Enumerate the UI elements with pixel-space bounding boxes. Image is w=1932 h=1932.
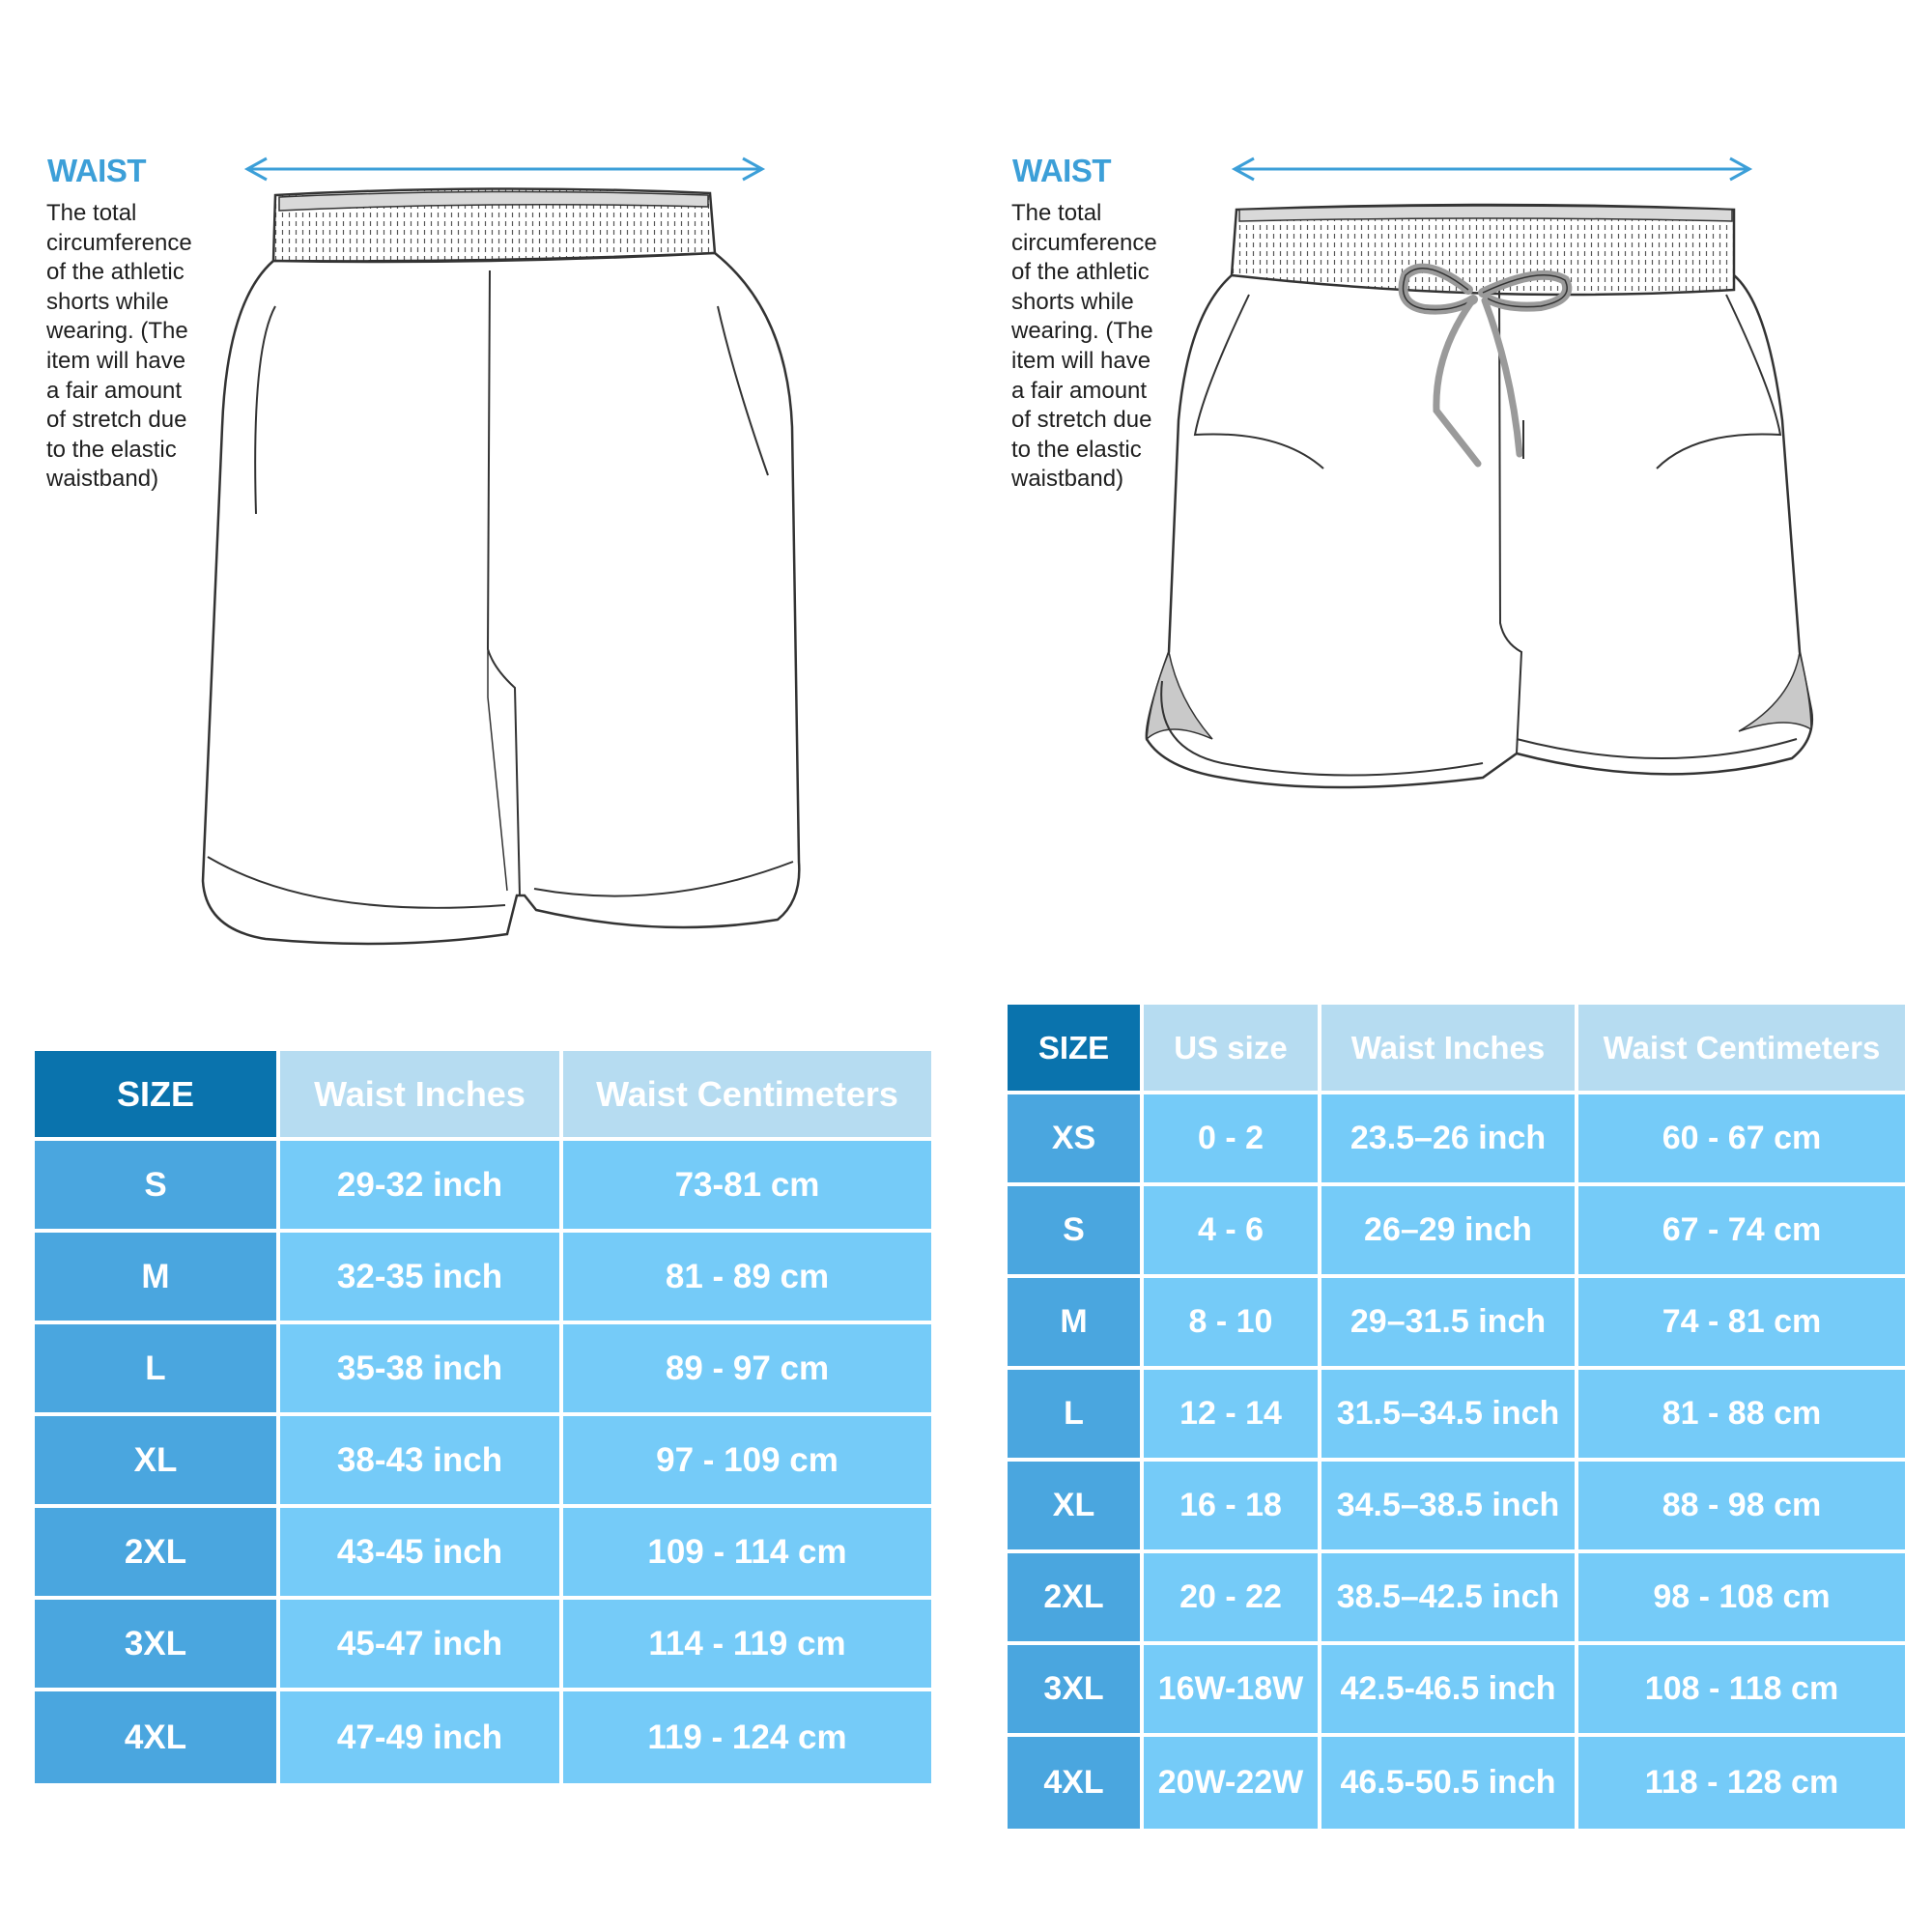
waist-centimeters-cell: 60 - 67 cm [1578,1094,1905,1186]
size-cell: M [35,1233,280,1324]
description-line: The total [46,200,137,226]
size-cell: XS [1008,1094,1144,1186]
size-cell: 3XL [1008,1645,1144,1737]
table-row [35,1324,931,1416]
waist-centimeters-cell: 81 - 89 cm [563,1233,931,1324]
waist-centimeters-cell: 81 - 88 cm [1578,1370,1905,1462]
size-cell: S [1008,1186,1144,1278]
size-cell: XL [35,1416,280,1508]
description-line: The total [1011,200,1102,226]
description-line: to the elastic [1011,436,1142,463]
column-header-us-size: US size [1144,1005,1321,1094]
description-line: circumference [46,229,192,256]
long-shorts-illustration [198,185,816,956]
table-row [35,1508,931,1600]
waist-inches-cell: 31.5–34.5 inch [1321,1370,1578,1462]
waist-centimeters-cell: 119 - 124 cm [563,1691,931,1783]
waist-centimeters-cell: 109 - 114 cm [563,1508,931,1600]
waist-centimeters-cell: 67 - 74 cm [1578,1186,1905,1278]
table-row [35,1691,931,1783]
waist-inches-cell: 29–31.5 inch [1321,1278,1578,1370]
column-header-waist-inches: Waist Inches [1321,1005,1578,1094]
description-line: item will have [1011,347,1151,374]
description-line: item will have [46,347,186,374]
waist-centimeters-cell: 74 - 81 cm [1578,1278,1905,1370]
drawstring-shorts-illustration [1135,198,1860,816]
description-line: waistband) [1011,466,1124,493]
description-line: of stretch due [1011,407,1152,434]
us-size-cell: 12 - 14 [1144,1370,1321,1462]
column-header-size: SIZE [35,1051,280,1141]
waist-inches-cell: 43-45 inch [280,1508,563,1600]
column-header-size: SIZE [1008,1005,1144,1094]
us-size-cell: 16 - 18 [1144,1462,1321,1553]
table-row [35,1233,931,1324]
waist-inches-cell: 35-38 inch [280,1324,563,1416]
size-chart-table [35,1051,931,1783]
waist-centimeters-cell: 114 - 119 cm [563,1600,931,1691]
us-size-cell: 8 - 10 [1144,1278,1321,1370]
waist-measure-arrow-icon [1229,155,1755,184]
size-cell: XL [1008,1462,1144,1553]
size-cell: S [35,1141,280,1233]
waist-inches-cell: 38.5–42.5 inch [1321,1553,1578,1645]
table-row [1008,1186,1905,1278]
description-line: to the elastic [46,436,177,463]
table-row [1008,1553,1905,1645]
size-cell: 3XL [35,1600,280,1691]
waist-centimeters-cell: 98 - 108 cm [1578,1553,1905,1645]
table-header-row [1008,1005,1905,1094]
table-row [1008,1737,1905,1829]
waist-measure-arrow-icon [242,155,768,184]
description-line: shorts while [46,288,169,315]
waist-inches-cell: 29-32 inch [280,1141,563,1233]
size-cell: L [35,1324,280,1416]
waist-inches-cell: 34.5–38.5 inch [1321,1462,1578,1553]
waist-centimeters-cell: 97 - 109 cm [563,1416,931,1508]
waist-centimeters-cell: 88 - 98 cm [1578,1462,1905,1553]
table-row [1008,1462,1905,1553]
waist-centimeters-cell: 108 - 118 cm [1578,1645,1905,1737]
waist-inches-cell: 45-47 inch [280,1600,563,1691]
waist-centimeters-cell: 73-81 cm [563,1141,931,1233]
table-row [35,1600,931,1691]
table-row [35,1141,931,1233]
us-size-cell: 20 - 22 [1144,1553,1321,1645]
description-line: wearing. (The [46,318,188,345]
description-line: a fair amount [1011,377,1148,404]
waist-centimeters-cell: 118 - 128 cm [1578,1737,1905,1829]
column-header-waist-inches: Waist Inches [280,1051,563,1141]
description-line: of the athletic [1011,259,1150,286]
size-cell: 2XL [35,1508,280,1600]
size-cell: 4XL [35,1691,280,1783]
table-row [1008,1094,1905,1186]
size-chart-table [1008,1005,1905,1829]
size-cell: M [1008,1278,1144,1370]
description-line: wearing. (The [1011,318,1153,345]
us-size-cell: 16W-18W [1144,1645,1321,1737]
waist-title: WAIST [1012,153,1111,188]
table-row [1008,1370,1905,1462]
us-size-cell: 0 - 2 [1144,1094,1321,1186]
description-line: shorts while [1011,288,1134,315]
description-line: of stretch due [46,407,187,434]
waist-inches-cell: 23.5–26 inch [1321,1094,1578,1186]
description-line: a fair amount [46,377,183,404]
waist-inches-cell: 38-43 inch [280,1416,563,1508]
waist-inches-cell: 47-49 inch [280,1691,563,1783]
size-cell: L [1008,1370,1144,1462]
waist-title: WAIST [47,153,146,188]
us-size-cell: 4 - 6 [1144,1186,1321,1278]
us-size-cell: 20W-22W [1144,1737,1321,1829]
description-line: waistband) [46,466,159,493]
waist-description [46,199,192,495]
column-header-waist-centimeters: Waist Centimeters [563,1051,931,1141]
table-row [35,1416,931,1508]
waist-inches-cell: 42.5-46.5 inch [1321,1645,1578,1737]
description-line: circumference [1011,229,1157,256]
waist-centimeters-cell: 89 - 97 cm [563,1324,931,1416]
size-cell: 4XL [1008,1737,1144,1829]
table-header-row [35,1051,931,1141]
waist-inches-cell: 46.5-50.5 inch [1321,1737,1578,1829]
waist-inches-cell: 32-35 inch [280,1233,563,1324]
table-row [1008,1278,1905,1370]
waist-inches-cell: 26–29 inch [1321,1186,1578,1278]
table-row [1008,1645,1905,1737]
size-cell: 2XL [1008,1553,1144,1645]
column-header-waist-centimeters: Waist Centimeters [1578,1005,1905,1094]
description-line: of the athletic [46,259,185,286]
